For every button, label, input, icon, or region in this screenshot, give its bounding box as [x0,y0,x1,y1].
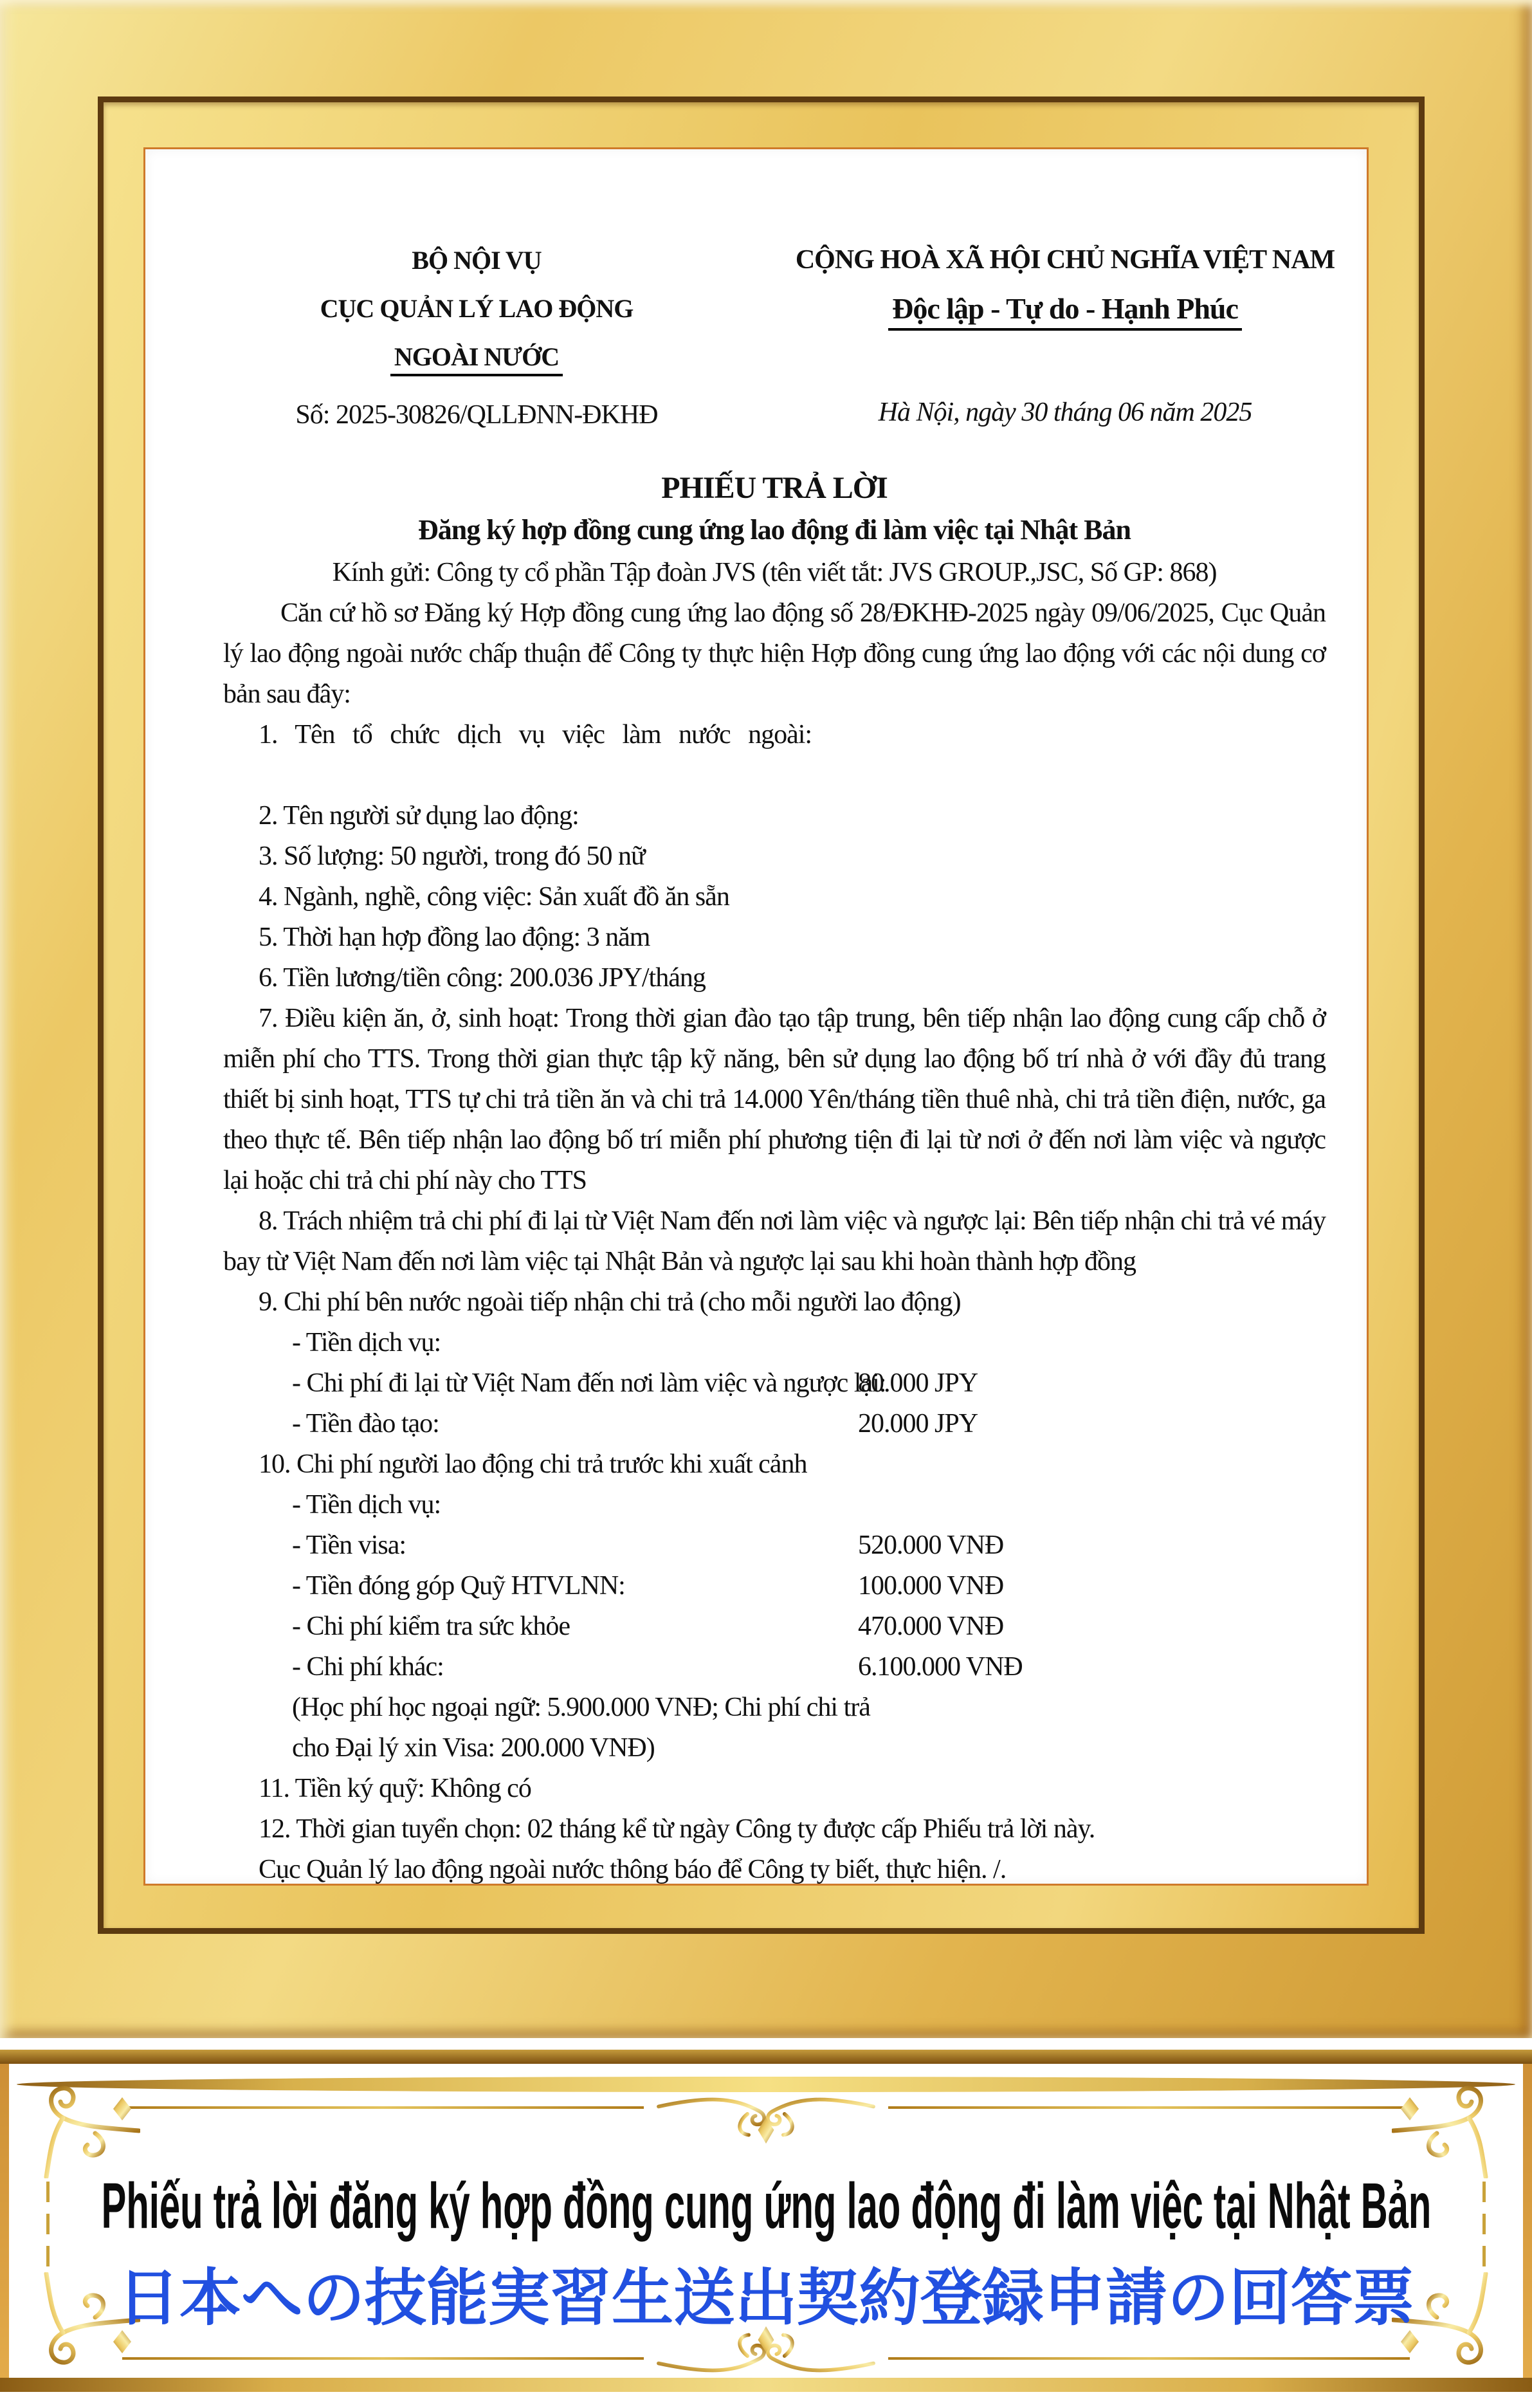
country-title: CỘNG HOÀ XÃ HỘI CHỦ NGHĨA VIỆT NAM [795,245,1335,275]
motto: Độc lập - Tự do - Hạnh Phúc [782,284,1348,333]
doc-row-item: 12. Thời gian tuyển chọn: 02 tháng kể từ ngày Công ty được cấp Phiếu trả lời này. [259,1814,1095,1844]
fee-value: 80.000 JPY [858,1368,978,1398]
doc-row-item: 4. Ngành, nghề, công việc: Sản xuất đồ ăn sẵn [259,882,729,912]
doc-row-dash-value [223,1647,1326,1687]
doc-row-note: (Học phí học ngoại ngữ: 5.900.000 VNĐ; Chi phí chi trả [292,1693,870,1722]
header-national-motto [782,236,1348,333]
ornamental-rule-top-left [122,2106,644,2109]
doc-row-dash-value [223,1363,1326,1404]
fee-value: 520.000 VNĐ [858,1530,1004,1560]
fee-value: 470.000 VNĐ [858,1612,1004,1641]
doc-row-item: 3. Số lượng: 50 người, trong đó 50 nữ [259,841,645,871]
fee-value: 100.000 VNĐ [858,1571,1004,1601]
fee-label: - Chi phí kiểm tra sức khỏe [292,1612,570,1641]
doc-row-item: 9. Chi phí bên nước ngoài tiếp nhận chi trả (cho mỗi người lao động) [259,1287,961,1317]
ornamental-rule-bottom-right [888,2357,1410,2360]
doc-row-item: 11. Tiền ký quỹ: Không có [259,1774,531,1803]
ornamental-rule-bottom-left [122,2357,644,2360]
document-number: Số: 2025-30826/QLLĐNN-ĐKHĐ [295,400,658,430]
doc-row-dash: - Tiền dịch vụ: [292,1328,441,1357]
doc-row-closing: Cục Quản lý lao động ngoài nước thông báo để Công ty biết, thực hiện. /. [259,1855,1007,1884]
document-title: PHIẾU TRẢ LỜI [661,471,888,505]
recipient-line: Kính gửi: Công ty cổ phần Tập đoàn JVS (tên viết tắt: JVS GROUP.,JSC, Số GP: 868) [332,558,1217,587]
document-subtitle: Đăng ký hợp đồng cung ứng lao động đi làm việc tại Nhật Bản [418,514,1131,546]
doc-row-para-intro: Căn cứ hồ sơ Đăng ký Hợp đồng cung ứng lao động số 28/ĐKHĐ-2025 ngày 09/06/2025, Cục Quản lý lao động ngoài nước chấp thuận để Công ty thực hiện Hợp đồng cung ứng lao động với các nội dung cơ bản sau đây: [223,598,1326,709]
place-and-date: Hà Nội, ngày 30 tháng 06 năm 2025 [878,398,1252,427]
center-scroll-ornament-icon [650,2082,882,2144]
doc-row-item: 2. Tên người sử dụng lao động: [259,801,579,831]
ministry-name: BỘ NỘI VỤ [412,246,542,275]
doc-row-item: 5. Thời hạn hợp đồng lao động: 3 năm [259,923,650,952]
document-paper [143,147,1369,1886]
department-name-line1: CỤC QUẢN LÝ LAO ĐỘNG [320,294,634,323]
caption-banner [0,2050,1532,2392]
official-document [145,149,1367,1884]
document-body-rows [223,593,1326,1890]
doc-row-para: 7. Điều kiện ăn, ở, sinh hoạt: Trong thời gian đào tạo tập trung, bên tiếp nhận lao động cung cấp chỗ ở miễn phí cho TTS. Trong thời gian thực tập kỹ năng, bên sử dụng lao động bố trí nhà ở với đầy đủ trang thiết bị sinh hoạt, TTS tự chi trả tiền ăn và chi trả 14.000 Yên/tháng tiền thuê nhà, chi trả tiền điện, nước, ga theo thực tế. Bên tiếp nhận lao động bố trí miễn phí phương tiện đi lại từ nơi ở đến nơi làm việc và ngược lại hoặc chi trả chi phí này cho TTS [223,1004,1326,1195]
fee-label: - Chi phí khác: [292,1652,444,1682]
doc-row-item-spread: 1. Tên tổ chức dịch vụ việc làm nước ngoài: [259,720,812,749]
banner-caption-vietnamese: Phiếu trả lời đăng ký hợp đồng cung ứng lao động đi làm việc tại Nhật Bản [101,2169,1431,2242]
banner-caption-japanese: 日本への技能実習生送出契約登録申請の回答票 [118,2263,1414,2333]
frame-groove [98,97,1425,1934]
header-issuing-agency [284,236,670,381]
fee-value: 20.000 JPY [858,1409,978,1438]
department-name-line2: NGOÀI NƯỚC [284,333,670,381]
fee-value: 6.100.000 VNĐ [858,1652,1023,1682]
doc-row-dash-value [223,1606,1326,1647]
banner-top-gold-bar [0,2050,1532,2064]
fee-label: - Tiền visa: [292,1530,406,1560]
fee-label: - Chi phí đi lại từ Việt Nam đến nơi làm việc và ngược lại: [292,1368,886,1398]
doc-row-para: 8. Trách nhiệm trả chi phí đi lại từ Việt Nam đến nơi làm việc và ngược lại: Bên tiếp nhận chi trả vé máy bay từ Việt Nam đến nơi làm việc tại Nhật Bản và ngược lại sau khi hoàn thành hợp đồng [223,1206,1326,1276]
frame-inner-lip [104,102,1419,1928]
doc-row-dash: - Tiền dịch vụ: [292,1490,441,1520]
doc-row-dash-value [223,1566,1326,1606]
doc-row-item: 6. Tiền lương/tiền công: 200.036 JPY/tháng [259,963,706,993]
doc-row-note: cho Đại lý xin Visa: 200.000 VNĐ) [292,1733,655,1763]
doc-row-dash-value [223,1525,1326,1566]
fee-label: - Tiền đóng góp Quỹ HTVLNN: [292,1571,625,1601]
doc-row-item: 10. Chi phí người lao động chi trả trước khi xuất cảnh [259,1449,807,1479]
fee-label: - Tiền đào tạo: [292,1409,439,1438]
ornamental-rule-top-right [888,2106,1410,2109]
doc-row-dash-value [223,1404,1326,1444]
